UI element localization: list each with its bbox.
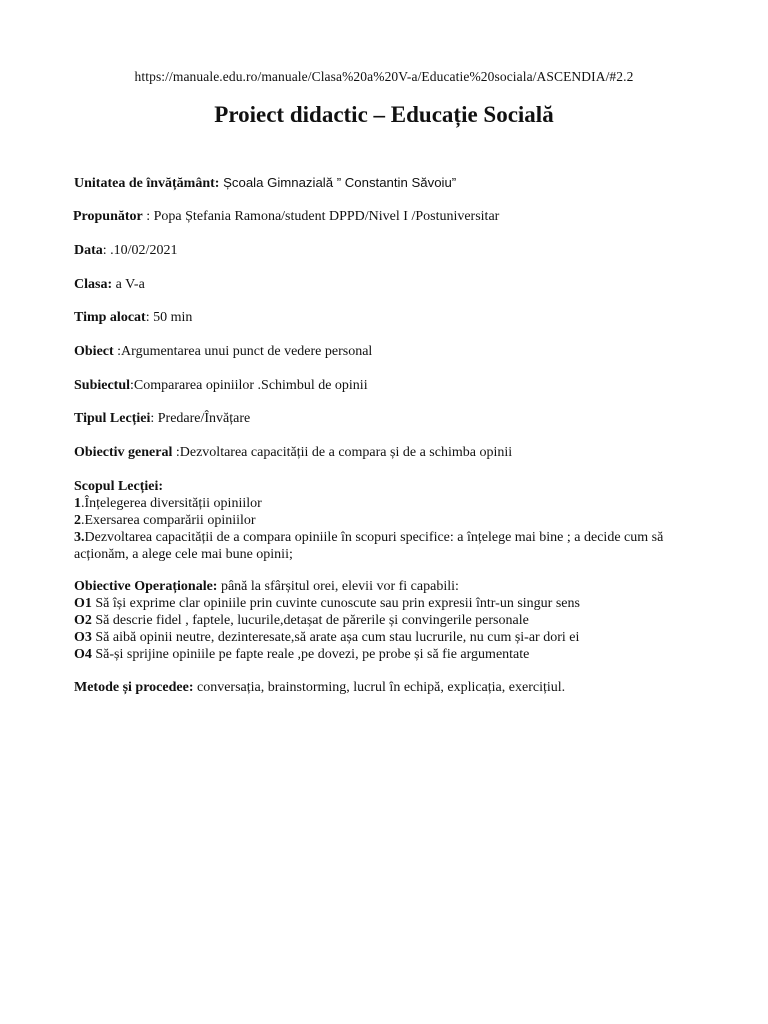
obiectiv-item	[74, 612, 714, 629]
field-clasa	[74, 277, 145, 293]
scopul-item	[74, 529, 714, 563]
field-data-value: : .10/02/2021	[102, 243, 178, 258]
field-unitatea-value: Școala Gimnazială ” Constantin Săvoiu”	[219, 175, 457, 190]
obiectiv-item	[74, 646, 714, 663]
field-propunator-label: Propunător	[73, 209, 143, 224]
field-metode	[74, 680, 565, 696]
metode-label: Metode și procedee:	[74, 680, 194, 695]
field-obiectiv-general-label: Obiectiv general	[74, 445, 173, 460]
obiectiv-item	[74, 595, 714, 612]
field-clasa-label: Clasa:	[74, 277, 113, 292]
field-data-label: Data	[74, 243, 103, 258]
field-obiect	[74, 344, 372, 360]
field-tipul-label: Tipul Lecției	[74, 411, 151, 426]
field-tipul-value: : Predare/Învățare	[150, 411, 251, 426]
scopul-item	[74, 512, 714, 529]
scopul-item-text: Dezvoltarea capacității de a compara opiniile în scopuri specifice: a înțelege mai bine ; a decide cum să acționăm, a alege cele mai bune opinii;	[74, 530, 664, 562]
scopul-item-text: .Exersarea comparării opiniilor	[81, 513, 256, 528]
field-subiectul-value: :Compararea opiniilor .Schimbul de opinii	[130, 378, 368, 393]
field-subiectul-label: Subiectul	[74, 378, 131, 393]
field-obiect-label: Obiect	[74, 344, 114, 359]
obiectiv-text: Să descrie fidel , faptele, lucurile,detașat de părerile și convingerile personale	[91, 613, 529, 628]
obiectiv-code: O3	[74, 630, 92, 645]
field-unitatea-label: Unitatea de învățământ:	[74, 176, 220, 191]
scopul-item-number: 2	[74, 513, 81, 528]
obiective-label: Obiective Operaționale:	[74, 579, 218, 594]
field-obiect-value: :Argumentarea unui punct de vedere personal	[113, 344, 373, 359]
obiectiv-text: Să-și sprijine opiniile pe fapte reale ,pe dovezi, pe probe și să fie argumentate	[91, 647, 530, 662]
scopul-item-number: 1	[74, 496, 81, 511]
field-propunator-value: : Popa Ștefania Ramona/student DPPD/Nivel I /Postuniversitar	[142, 209, 500, 224]
field-propunator	[73, 209, 499, 225]
scopul-item-text: .Înțelegerea diversității opiniilor	[81, 496, 262, 511]
field-data	[74, 243, 177, 259]
field-timp-label: Timp alocat	[74, 310, 146, 325]
field-clasa-value: a V-a	[112, 277, 145, 292]
field-obiectiv-general	[74, 445, 512, 461]
obiectiv-text: Să își exprime clar opiniile prin cuvinte cunoscute sau prin expresii într-un singur sens	[91, 596, 580, 611]
obiectiv-code: O1	[74, 596, 92, 611]
scopul-lectiei-section	[74, 478, 714, 563]
metode-value: conversația, brainstorming, lucrul în echipă, explicația, exercițiul.	[193, 680, 566, 695]
scopul-item-number: 3.	[74, 530, 85, 545]
obiectiv-item	[74, 629, 714, 646]
obiective-intro: până la sfârșitul orei, elevii vor fi capabili:	[217, 579, 459, 594]
document-title: Proiect didactic – Educație Socială	[214, 102, 554, 127]
scopul-heading: Scopul Lecției:	[74, 479, 164, 494]
scopul-item	[74, 495, 714, 512]
field-tipul-lectiei	[74, 411, 250, 427]
field-timp	[74, 310, 192, 326]
field-subiectul	[74, 378, 368, 394]
source-url: https://manuale.edu.ro/manuale/Clasa%20a%20V-a/Educatie%20sociala/ASCENDIA/#2.2	[134, 69, 634, 84]
field-timp-value: : 50 min	[145, 310, 193, 325]
obiectiv-text: Să aibă opinii neutre, dezinteresate,să arate așa cum stau lucrurile, nu cum și-ar dori ei	[91, 630, 580, 645]
obiectiv-code: O4	[74, 647, 92, 662]
obiective-operationale-section	[74, 578, 714, 663]
obiectiv-code: O2	[74, 613, 92, 628]
field-obiectiv-general-value: :Dezvoltarea capacității de a compara și de a schimba opinii	[172, 445, 513, 460]
field-unitatea	[74, 175, 456, 192]
